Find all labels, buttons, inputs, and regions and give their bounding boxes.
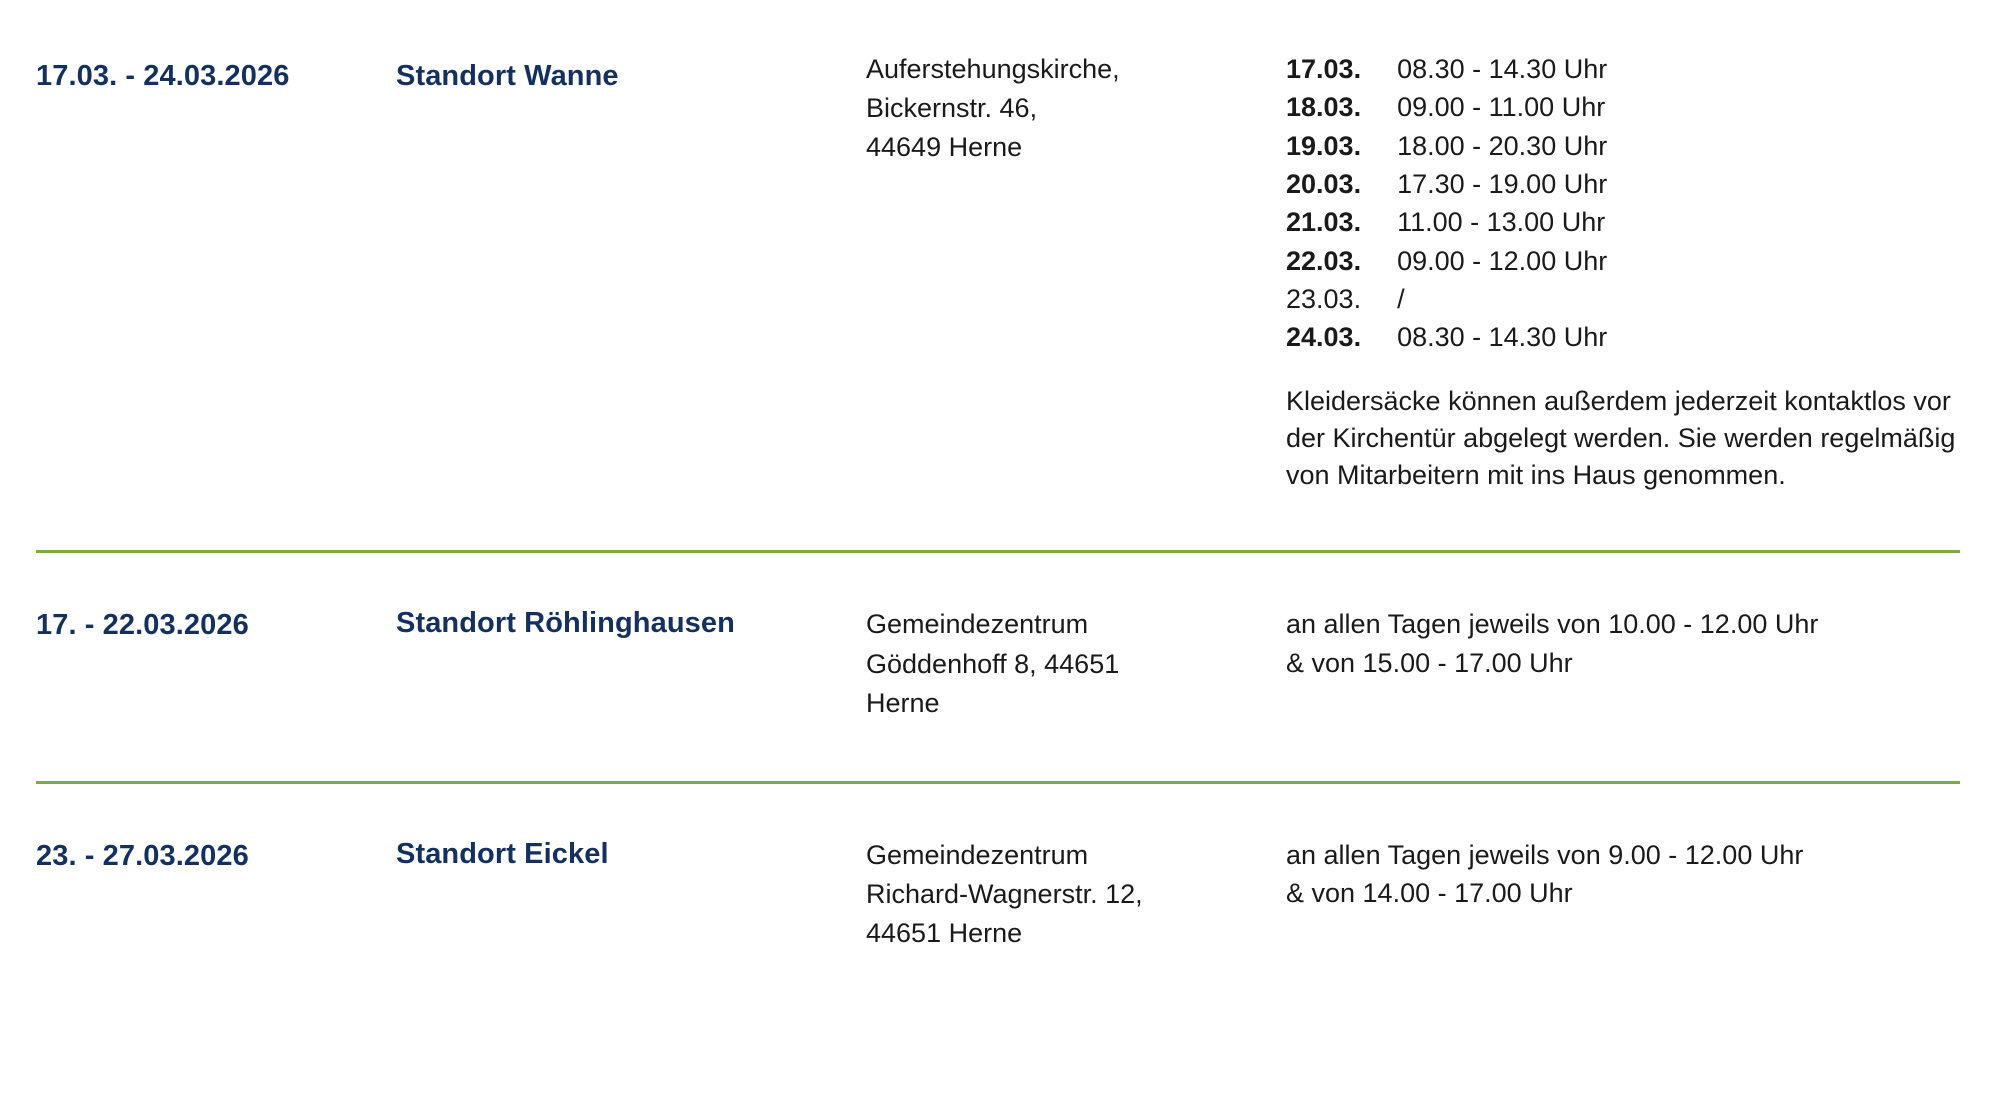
entry-note: Kleidersäcke können außerdem jederzeit kontaktlos vor der Kirchentür abgelegt werden. Sie werden regelmäßig von Mitarbeitern mit ins Haus genommen. (1286, 385, 1956, 491)
address-line: Richard-Wagnerstr. 12, (866, 878, 1143, 909)
hours-day: 19.03. (1286, 130, 1362, 161)
entry-date-column (36, 605, 396, 644)
hours-day: 18.03. (1286, 92, 1362, 123)
entry-location-name: Standort Eickel (396, 837, 609, 870)
hours-line: & von 14.00 - 17.00 Uhr (1286, 878, 1573, 909)
address-line: 44651 Herne (866, 918, 1023, 949)
table-row (1286, 242, 1607, 280)
entry-times-column (1286, 50, 1960, 494)
entry-location-name: Standort Wanne (396, 60, 619, 92)
address-line: 44649 Herne (866, 132, 1023, 163)
hours-day: 22.03. (1286, 245, 1362, 276)
opening-hours-text (1286, 605, 1960, 682)
table-row (1286, 50, 1607, 88)
address-line: Gemeindezentrum (866, 839, 1089, 870)
address-line: Göddenhoff 8, 44651 (866, 648, 1120, 679)
hours-day: 17.03. (1286, 54, 1362, 84)
schedule-entry (0, 553, 2000, 780)
entry-date-range: 23. - 27.03.2026 (36, 839, 249, 872)
address-line: Auferstehungskirche, (866, 54, 1120, 84)
hours-value: 18.00 - 20.30 Uhr (1397, 130, 1608, 161)
hours-line: & von 15.00 - 17.00 Uhr (1286, 647, 1573, 678)
entry-address (866, 50, 1266, 167)
table-row (1286, 88, 1607, 126)
entry-times-column (1286, 605, 1960, 682)
hours-day: 21.03. (1286, 207, 1362, 238)
hours-day: 24.03. (1286, 322, 1362, 353)
hours-value: 08.30 - 14.30 Uhr (1397, 322, 1608, 353)
table-row (1286, 318, 1607, 356)
entry-address (866, 836, 1266, 953)
entry-address-column (866, 605, 1286, 722)
schedule-entry (0, 0, 2000, 550)
address-line: Herne (866, 687, 940, 718)
table-row (1286, 165, 1607, 203)
hours-line: an allen Tagen jeweils von 10.00 - 12.00 Uhr (1286, 609, 1819, 640)
entry-times-column (1286, 836, 1960, 913)
hours-value: 11.00 - 13.00 Uhr (1397, 207, 1606, 238)
entry-location-column (396, 836, 866, 873)
entry-date-range: 17.03. - 24.03.2026 (36, 60, 290, 92)
hours-value: 09.00 - 11.00 Uhr (1397, 92, 1606, 123)
entry-address (866, 605, 1266, 722)
entry-location-name: Standort Röhlinghausen (396, 607, 735, 640)
entry-location-column (396, 50, 866, 95)
hours-day: 23.03. (1286, 283, 1362, 314)
opening-hours-table (1286, 50, 1607, 357)
opening-hours-text (1286, 836, 1960, 913)
schedule-entry (0, 784, 2000, 1013)
entry-location-column (396, 605, 866, 642)
entry-address-column (866, 836, 1286, 953)
entry-date-column (36, 836, 396, 875)
entry-address-column (866, 50, 1286, 167)
table-row (1286, 203, 1607, 241)
hours-value: 09.00 - 12.00 Uhr (1397, 245, 1608, 276)
hours-line: an allen Tagen jeweils von 9.00 - 12.00 Uhr (1286, 839, 1804, 870)
table-row (1286, 280, 1607, 318)
hours-value: / (1397, 283, 1405, 314)
entry-date-column (36, 50, 396, 95)
entry-date-range: 17. - 22.03.2026 (36, 609, 249, 642)
address-line: Bickernstr. 46, (866, 93, 1038, 124)
address-line: Gemeindezentrum (866, 609, 1089, 640)
hours-day: 20.03. (1286, 168, 1362, 199)
hours-value: 17.30 - 19.00 Uhr (1397, 168, 1608, 199)
hours-value: 08.30 - 14.30 Uhr (1397, 54, 1608, 84)
table-row (1286, 127, 1607, 165)
